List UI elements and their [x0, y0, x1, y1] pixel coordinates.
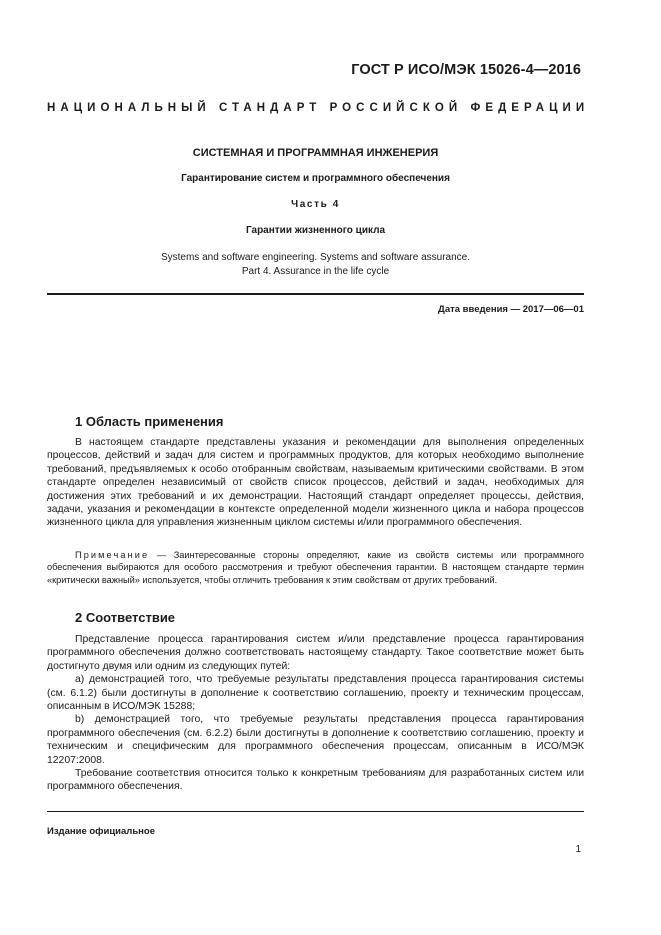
section-2-heading: 2 Соответствие	[75, 610, 176, 625]
document-code: ГОСТ Р ИСО/МЭК 15026-4—2016	[351, 62, 581, 78]
section-1-note	[47, 549, 584, 586]
footer-divider	[47, 811, 584, 812]
part-title: Гарантии жизненного цикла	[245, 225, 386, 236]
section-2-body	[47, 633, 584, 794]
subtitle: Гарантирование систем и программного обеспечения	[181, 173, 450, 184]
section-1-heading: 1 Область применения	[75, 414, 224, 429]
section-1-paragraph: В настоящем стандарте представлены указания и рекомендации для выполнения определенных процессов, действий и задач для систем и программных продуктов, для которых необходимо выполнение требований, предъявляемых к особо отобранным свойствам, называемым критическими свойствами. В этом стандарте определен независимый от свойств список процессов, действий и задач, необходимых для достижения этих требований и их демонстрации. Настоящий стандарт определяет процессы, действия, задачи, указания и рекомендации в контексте определенной модели жизненного цикла и набора процессов жизненного цикла для управления жизненным циклом системы и/или программного обеспечения.	[47, 437, 584, 529]
title-divider	[47, 293, 584, 295]
section-2-item-a: a) демонстрацией того, что требуемые результаты представления процесса гарантирования системы (см. 6.1.2) были достигнуты в дополнение к соответствию соглашению, проекту и техническим процессам, описанным в ИСО/МЭК 15288;	[47, 674, 584, 713]
section-2-paragraph-1: Представление процесса гарантирования систем и/или представление процесса гарантирования программного обеспечения должно соответствовать настоящему стандарту. Такое соответствие может быть достигнуто двумя или одним из следующих путей:	[47, 634, 584, 672]
part-number: Часть 4	[291, 199, 340, 210]
standard-banner: НАЦИОНАЛЬНЫЙ СТАНДАРТ РОССИЙСКОЙ ФЕДЕРАЦИИ	[47, 102, 590, 114]
note-label: Примечание	[75, 550, 150, 560]
english-title-line-2: Part 4. Assurance in the life cycle	[241, 265, 390, 277]
section-2-item-b: b) демонстрацией того, что требуемые результаты представления процесса гарантирования программного обеспечения (см. 6.2.2) были достигнуты в дополнение к соответствию соглашению, проекту и техническим и специфическим для программного обеспечения процессам, описанным в ИСО/МЭК 12207:2008.	[47, 714, 584, 766]
page-number: 1	[575, 844, 581, 855]
note-text: — Заинтересованные стороны определяют, какие из свойств системы или программного обеспечения выбираются для особого рассмотрения и требуют обеспечения гарантии. В настоящем стандарте термин «критически важный» используется, чтобы отличить требования к этим свойствам от других требований.	[47, 550, 584, 585]
english-title-line-1: Systems and software engineering. Systems and software assurance.	[160, 252, 471, 263]
introduction-date: Дата введения — 2017—06—01	[438, 304, 584, 315]
section-2-paragraph-2: Требование соответствия относится только к конкретным требованиям для разработанных систем или программного обеспечения.	[47, 768, 584, 793]
main-title: СИСТЕМНАЯ И ПРОГРАММНАЯ ИНЖЕНЕРИЯ	[192, 147, 439, 159]
english-title	[47, 251, 584, 278]
section-1-body	[47, 436, 584, 530]
official-edition: Издание официальное	[47, 826, 155, 837]
